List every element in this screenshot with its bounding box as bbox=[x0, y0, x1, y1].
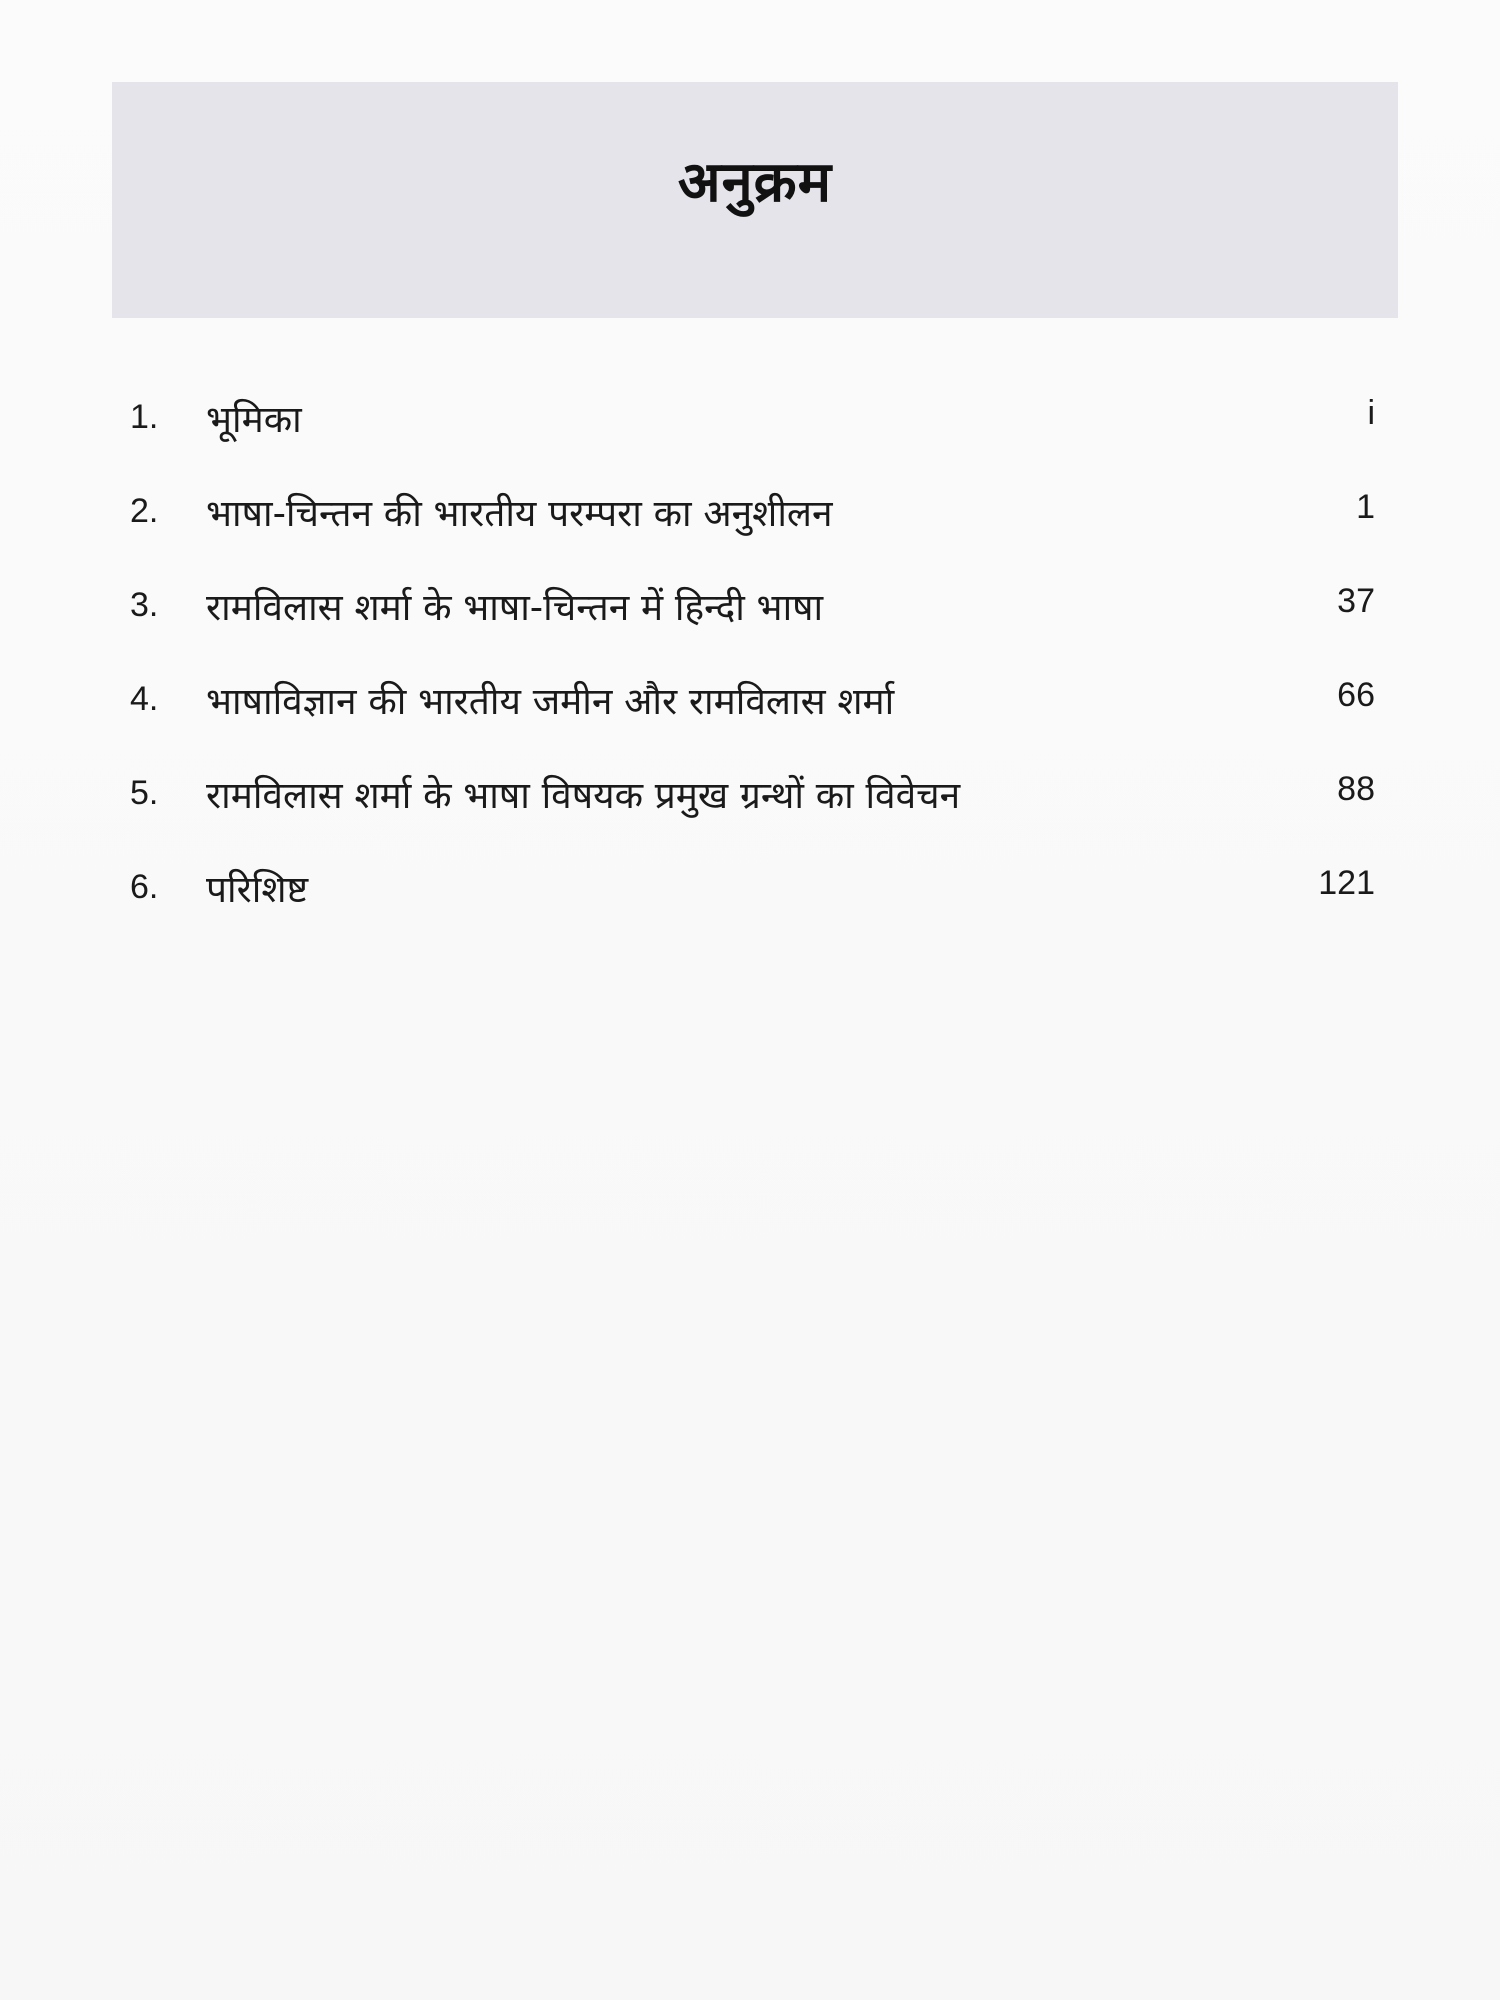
toc-entry-title: भाषाविज्ञान की भारतीय जमीन और रामविलास शर्मा bbox=[206, 680, 895, 723]
toc-entry bbox=[130, 568, 1375, 662]
toc-entry-page: 88 bbox=[1337, 770, 1375, 808]
toc-entry-number: 2. bbox=[130, 492, 159, 530]
page-title: अनुक्रम bbox=[677, 150, 833, 215]
toc-entry-number: 4. bbox=[130, 680, 159, 718]
toc-entry-title: भूमिका bbox=[206, 398, 302, 441]
toc-entry-page: 66 bbox=[1337, 676, 1375, 714]
toc-entry-page: i bbox=[1367, 394, 1375, 432]
toc-entry bbox=[130, 474, 1375, 568]
toc-entry bbox=[130, 380, 1375, 474]
toc-entry-page: 121 bbox=[1318, 864, 1375, 902]
toc-entry-title: भाषा-चिन्तन की भारतीय परम्परा का अनुशीलन bbox=[206, 492, 833, 535]
toc-entry-number: 6. bbox=[130, 868, 159, 906]
toc-entry-number: 1. bbox=[130, 398, 159, 436]
toc-entry bbox=[130, 662, 1375, 756]
toc-entry bbox=[130, 850, 1375, 944]
toc-entry bbox=[130, 756, 1375, 850]
toc-entry-title: परिशिष्ट bbox=[206, 868, 309, 911]
toc-entry-title: रामविलास शर्मा के भाषा-चिन्तन में हिन्दी भाषा bbox=[206, 586, 824, 629]
toc-entry-number: 5. bbox=[130, 774, 159, 812]
table-of-contents bbox=[130, 380, 1375, 944]
toc-entry-title: रामविलास शर्मा के भाषा विषयक प्रमुख ग्रन्थों का विवेचन bbox=[206, 774, 961, 817]
toc-entry-page: 37 bbox=[1337, 582, 1375, 620]
toc-entry-number: 3. bbox=[130, 586, 159, 624]
heading-band bbox=[112, 82, 1398, 318]
toc-entry-page: 1 bbox=[1356, 488, 1375, 526]
